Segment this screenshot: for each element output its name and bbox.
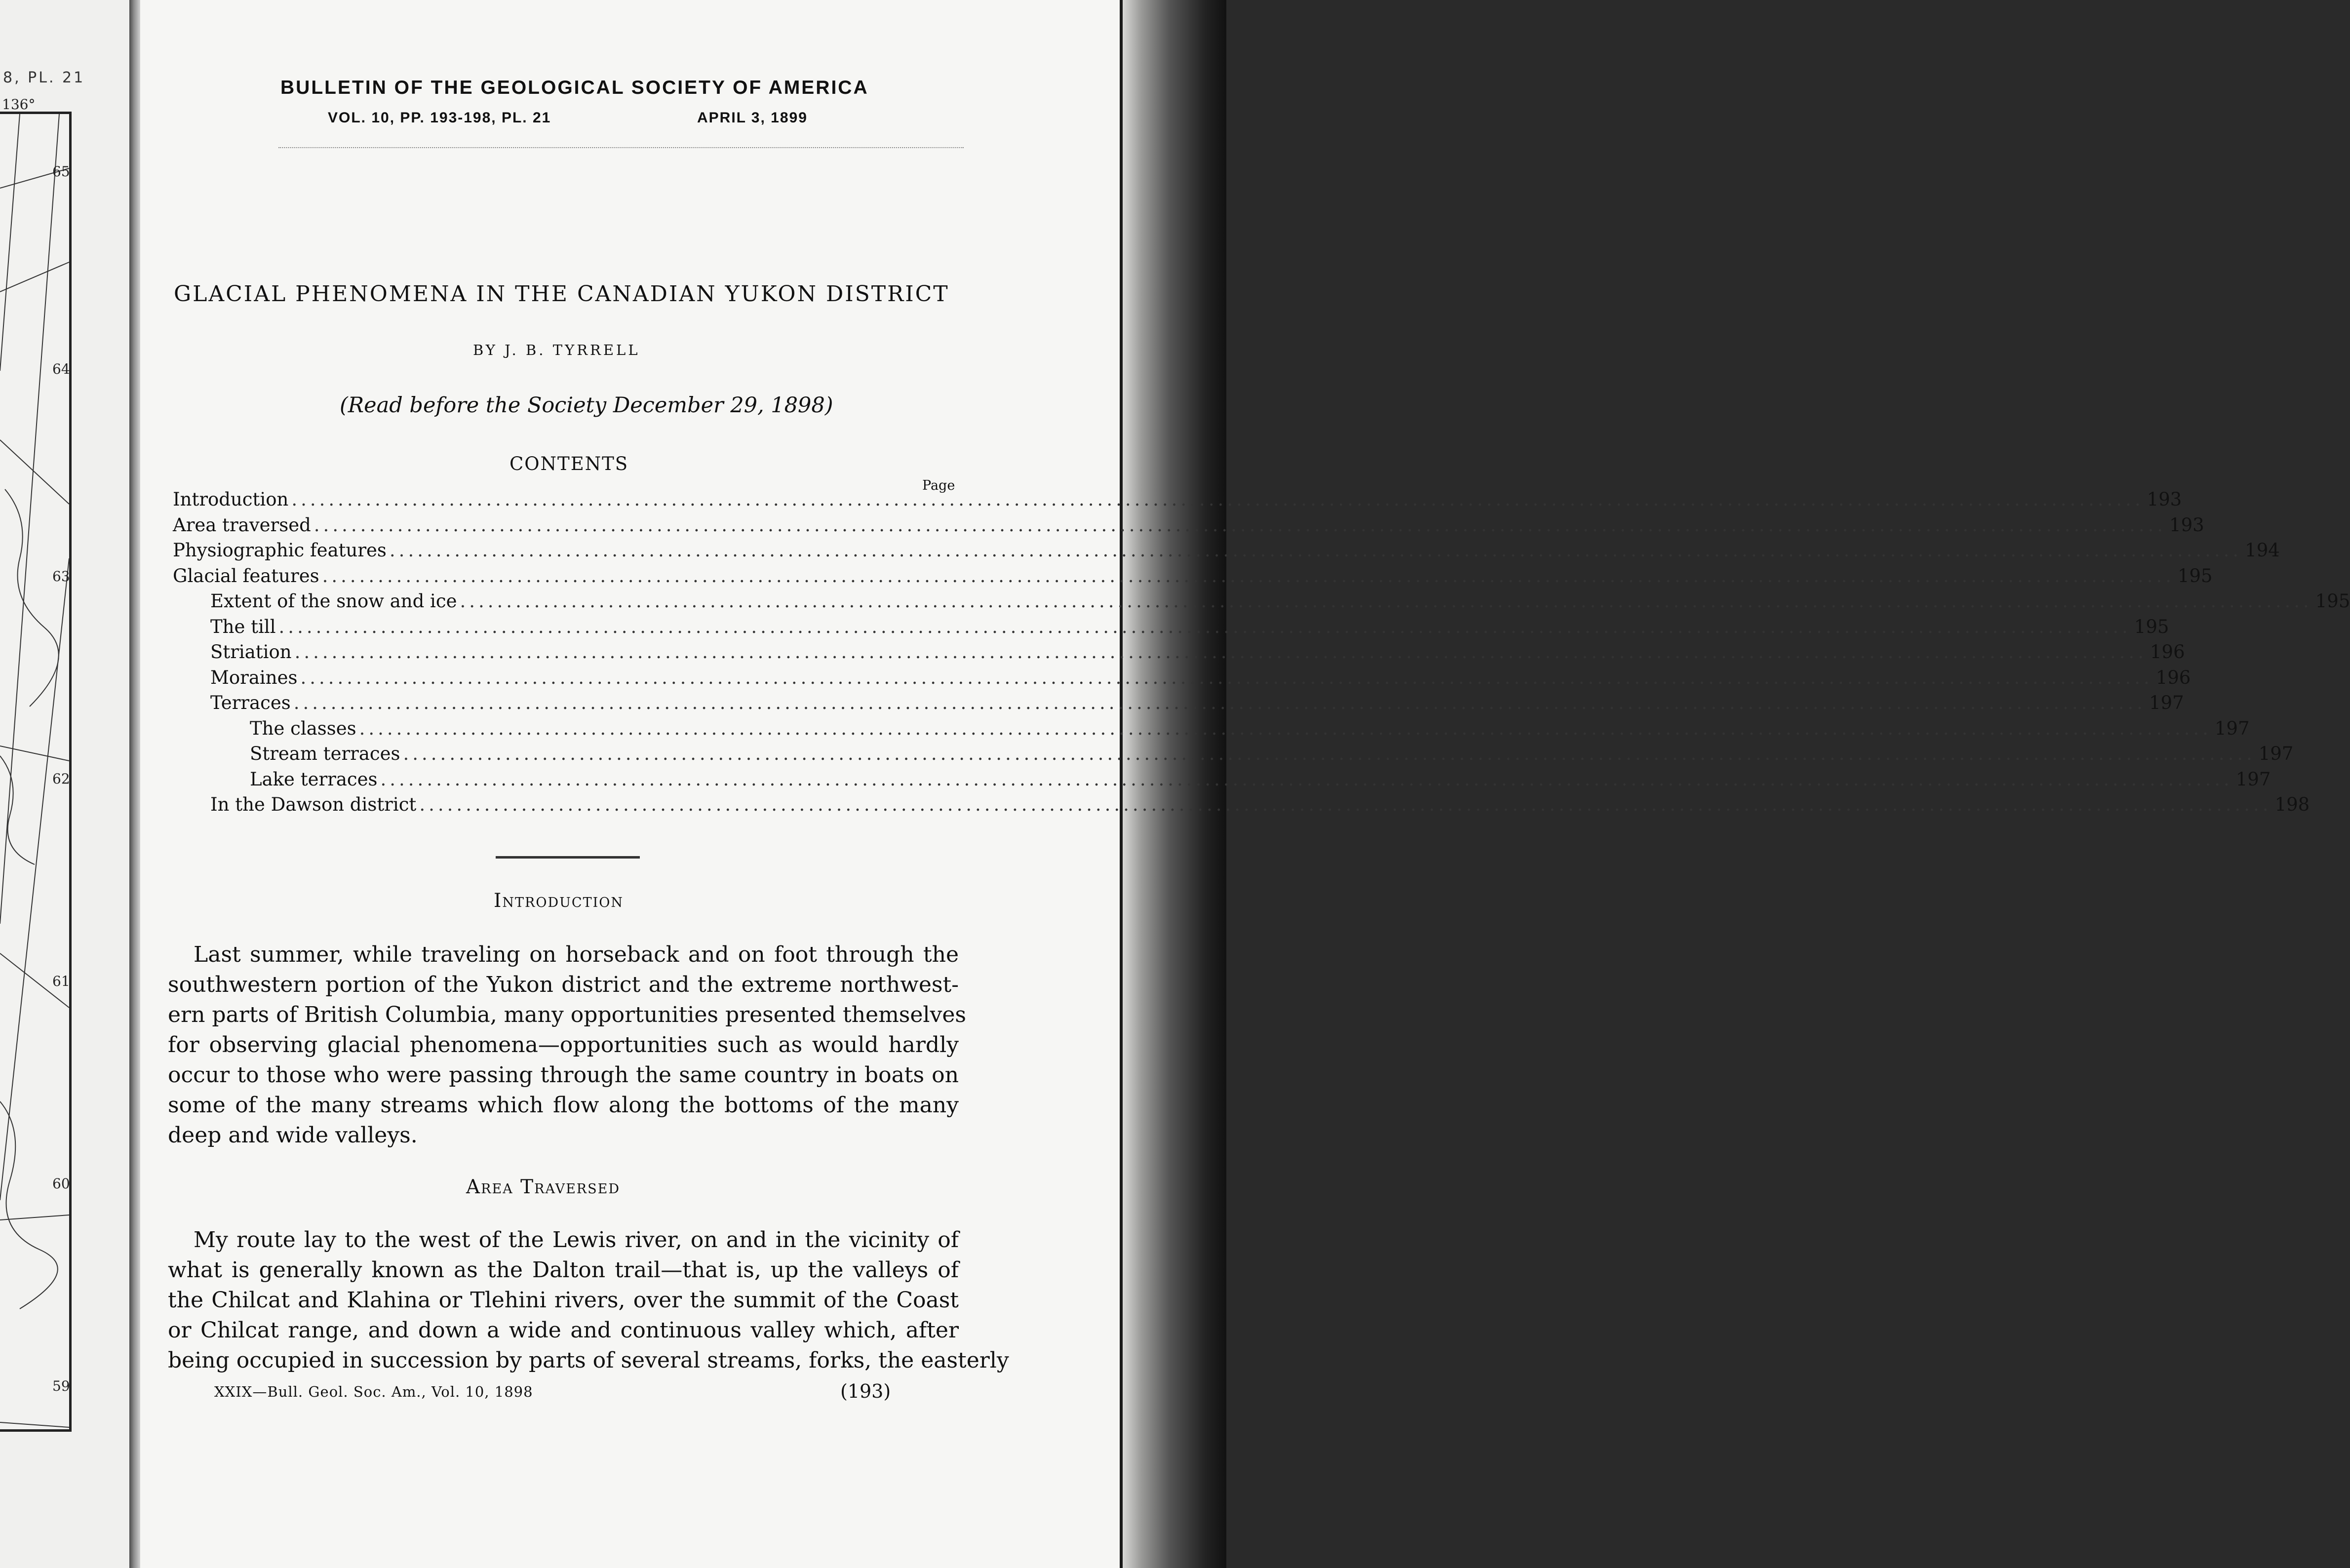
toc-entry-page: 196 bbox=[2155, 666, 2191, 688]
toc-entry-page: 193 bbox=[2169, 514, 2204, 536]
toc-leader-dots: ........................................................................................................................................................................................................ bbox=[419, 794, 2272, 815]
toc-leader-dots: ........................................................................................................................................................................................................ bbox=[403, 743, 2256, 764]
toc-entry bbox=[210, 641, 2185, 666]
author-line: BY J. B. TYRRELL bbox=[473, 342, 640, 358]
paragraph-line: some of the many streams which flow along the bottoms of the many bbox=[168, 1093, 959, 1118]
paragraph-line: My route lay to the west of the Lewis river, on and in the vicinity of bbox=[194, 1227, 959, 1253]
toc-entry-page: 195 bbox=[2134, 616, 2169, 637]
issue-date: APRIL 3, 1899 bbox=[697, 110, 808, 126]
paragraph-line: occur to those who were passing through the same country in boats on bbox=[168, 1062, 959, 1088]
toc-entry-label: Lake terraces bbox=[250, 768, 378, 790]
toc-entry-page: 198 bbox=[2274, 794, 2310, 815]
toc-entry bbox=[250, 743, 2294, 768]
map-label: 63 bbox=[52, 568, 70, 585]
paragraph-line: for observing glacial phenomena—opportunities such as would hardly bbox=[168, 1032, 959, 1058]
toc-entry bbox=[250, 717, 2250, 743]
toc-entry-label: Physiographic features bbox=[173, 540, 387, 561]
toc-entry bbox=[210, 616, 2169, 641]
toc-entry-label: Moraines bbox=[210, 666, 298, 688]
volume-line: VOL. 10, PP. 193-198, PL. 21 bbox=[328, 110, 551, 126]
map-label: 61 bbox=[52, 973, 70, 989]
read-note: (Read before the Society December 29, 1898) bbox=[340, 393, 833, 418]
paragraph-line: ern parts of British Columbia, many opportunities presented themselves bbox=[168, 1002, 966, 1027]
article-title: GLACIAL PHENOMENA IN THE CANADIAN YUKON DISTRICT bbox=[174, 281, 949, 307]
toc-entry bbox=[210, 590, 2350, 615]
toc-entry-page: 197 bbox=[2235, 768, 2271, 790]
toc-entry bbox=[250, 768, 2271, 793]
toc-entry-label: Stream terraces bbox=[250, 743, 400, 764]
contents-heading: CONTENTS bbox=[509, 453, 629, 474]
toc-entry-label: Glacial features bbox=[173, 565, 319, 587]
page-number: (193) bbox=[840, 1380, 891, 1402]
toc-entry-page: 197 bbox=[2258, 743, 2294, 764]
paragraph-line: Last summer, while traveling on horseback and on foot through the bbox=[194, 942, 959, 967]
toc-entry bbox=[210, 666, 2191, 692]
header-rule bbox=[278, 147, 964, 148]
toc-leader-dots: ........................................................................................................................................................................................................ bbox=[389, 540, 2242, 561]
paragraph-line: southwestern portion of the Yukon district and the extreme northwest- bbox=[168, 972, 959, 997]
map-label: 60 bbox=[52, 1176, 70, 1192]
map-label: 136° bbox=[2, 96, 36, 113]
toc-entry-page: 194 bbox=[2245, 540, 2280, 561]
map-label: 62 bbox=[52, 771, 70, 787]
toc-entry-page: 195 bbox=[2177, 565, 2213, 587]
toc-entry-page: 197 bbox=[2149, 692, 2184, 713]
toc-entry-label: The classes bbox=[250, 717, 356, 739]
map-label: 64 bbox=[52, 361, 70, 377]
map-label: 59 bbox=[52, 1378, 70, 1394]
toc-entry bbox=[173, 540, 2280, 564]
section-separator bbox=[496, 856, 640, 859]
paragraph-line: the Chilcat and Klahina or Tlehini rivers, over the summit of the Coast bbox=[168, 1288, 959, 1313]
toc-entry-label: Area traversed bbox=[173, 514, 311, 536]
toc-entry-page: 193 bbox=[2147, 489, 2182, 510]
toc-leader-dots: ........................................................................................................................................................................................................ bbox=[313, 514, 2167, 536]
left-facing-page bbox=[0, 0, 129, 1568]
toc-leader-dots: ........................................................................................................................................................................................................ bbox=[278, 616, 2131, 637]
toc-entry bbox=[210, 794, 2310, 819]
area-traversed-heading: Area Traversed bbox=[466, 1176, 620, 1198]
introduction-heading: Introduction bbox=[494, 890, 624, 912]
toc-entry-label: The till bbox=[210, 616, 276, 637]
toc-entry-page: 196 bbox=[2150, 641, 2185, 663]
toc-leader-dots: ........................................................................................................................................................................................................ bbox=[294, 641, 2147, 663]
toc-entry-label: Introduction bbox=[173, 489, 289, 510]
toc-leader-dots: ........................................................................................................................................................................................................ bbox=[359, 717, 2212, 739]
toc-entry bbox=[173, 489, 2182, 513]
toc-entry bbox=[173, 565, 2213, 590]
toc-leader-dots: ........................................................................................................................................................................................................ bbox=[460, 590, 2312, 612]
toc-entry-label: Extent of the snow and ice bbox=[210, 590, 457, 612]
paragraph-line: being occupied in succession by parts of several streams, forks, the easterly bbox=[168, 1348, 1009, 1373]
toc-leader-dots: ........................................................................................................................................................................................................ bbox=[293, 692, 2146, 713]
toc-entry-label: Striation bbox=[210, 641, 292, 663]
left-page-header: 8, PL. 21 bbox=[3, 69, 85, 86]
toc-entry-label: In the Dawson district bbox=[210, 794, 417, 815]
signature-line: XXIX—Bull. Geol. Soc. Am., Vol. 10, 1898 bbox=[214, 1383, 533, 1400]
toc-entry-page: 197 bbox=[2214, 717, 2250, 739]
toc-leader-dots: ........................................................................................................................................................................................................ bbox=[300, 666, 2153, 688]
toc-leader-dots: ........................................................................................................................................................................................................ bbox=[380, 768, 2233, 790]
toc-entry bbox=[173, 514, 2204, 539]
book-gutter bbox=[129, 0, 140, 1568]
toc-entry-label: Terraces bbox=[210, 692, 291, 713]
contents-page-label: Page bbox=[922, 478, 955, 493]
paragraph-line: or Chilcat range, and down a wide and continuous valley which, after bbox=[168, 1318, 959, 1343]
paragraph-line: deep and wide valleys. bbox=[168, 1123, 418, 1148]
toc-leader-dots: ........................................................................................................................................................................................................ bbox=[322, 565, 2175, 587]
map-plate bbox=[0, 96, 72, 1432]
toc-entry-page: 195 bbox=[2315, 590, 2350, 612]
toc-entry bbox=[210, 692, 2184, 717]
map-label: 65 bbox=[52, 163, 70, 180]
toc-leader-dots: ........................................................................................................................................................................................................ bbox=[291, 489, 2144, 510]
paragraph-line: what is generally known as the Dalton trail—that is, up the valleys of bbox=[168, 1257, 959, 1283]
journal-header: BULLETIN OF THE GEOLOGICAL SOCIETY OF AMERICA bbox=[280, 77, 869, 98]
